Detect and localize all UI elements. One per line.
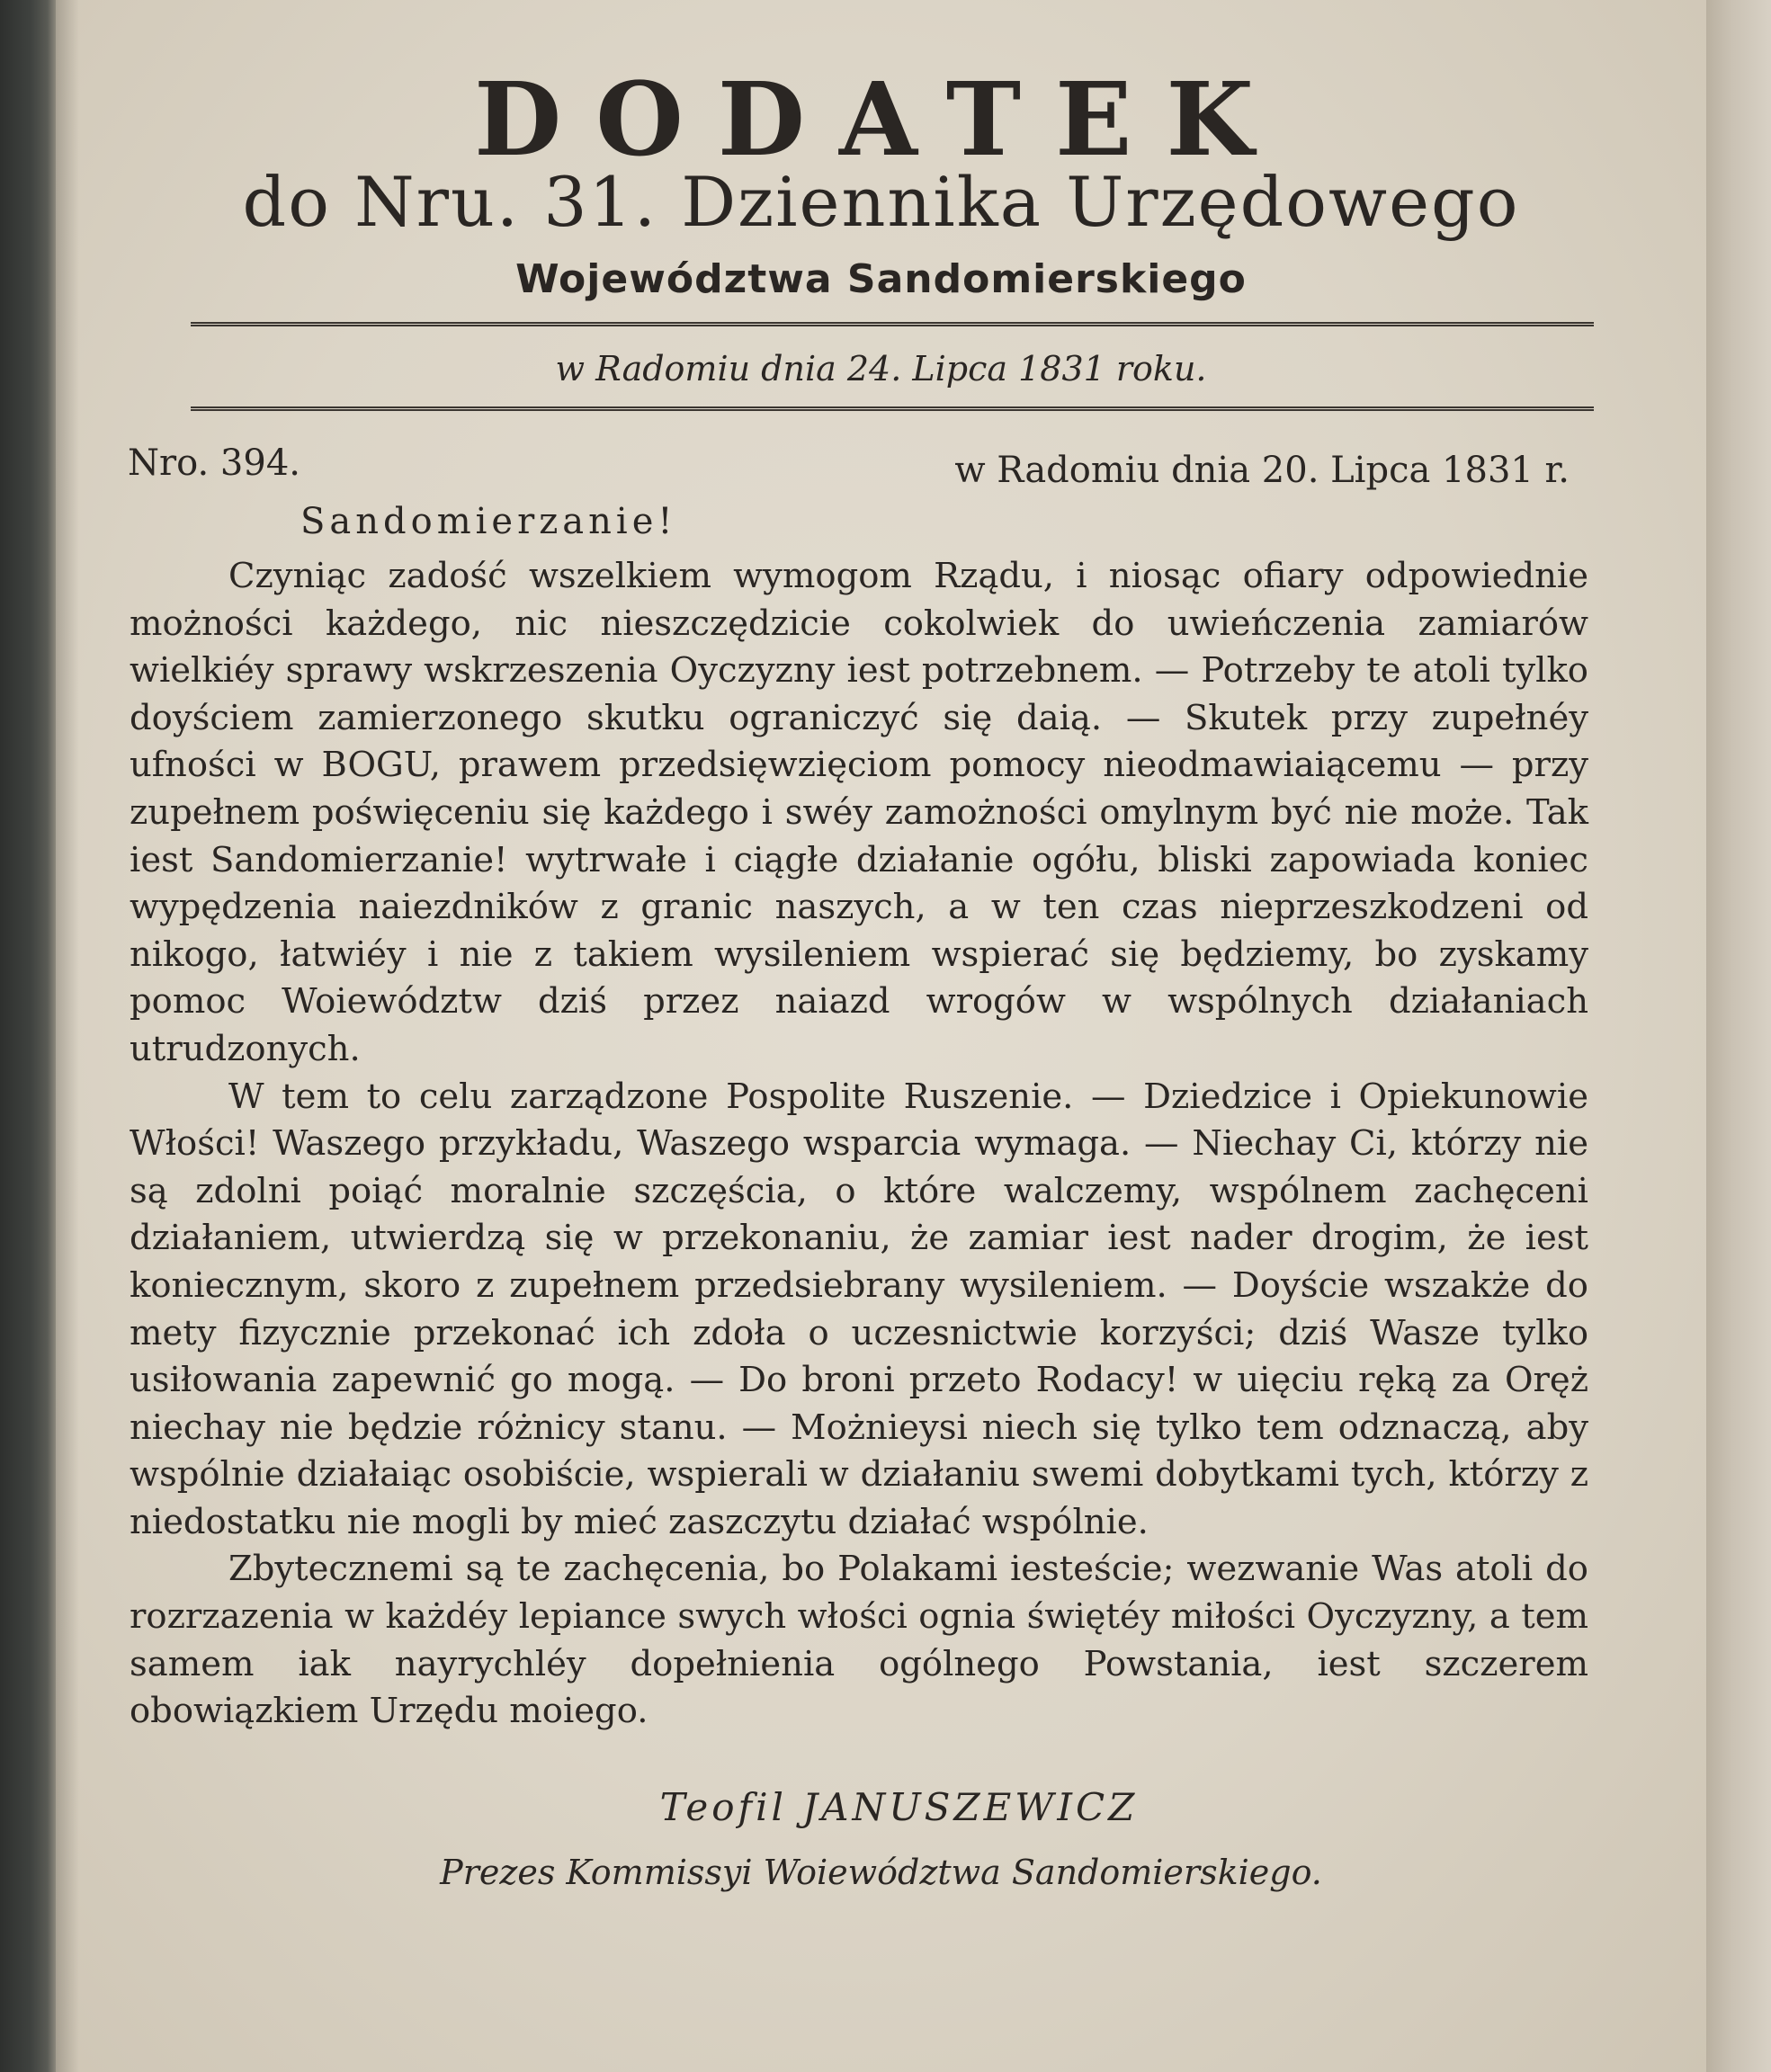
salutation: Sandomierzanie!: [300, 501, 677, 542]
book-binding: [0, 0, 56, 2072]
document-number: Nro. 394.: [128, 442, 300, 484]
document-body: [130, 553, 1588, 1736]
header-rule-top: [191, 322, 1594, 326]
document-page: [56, 0, 1706, 2072]
page-subtitle: do Nru. 31. Dziennika Urzędowego: [242, 162, 1520, 242]
page-edge: [1706, 0, 1771, 2072]
gutter-shadow: [56, 0, 79, 2072]
header-rule-bottom: [191, 406, 1594, 411]
signature-name: Teofil JANUSZEWICZ: [659, 1785, 1139, 1829]
region-name: Województwa Sandomierskiego: [515, 256, 1247, 302]
place-date: w Radomiu dnia 20. Lipca 1831 r.: [954, 450, 1570, 491]
header-dateline: w Radomiu dnia 24. Lipca 1831 roku.: [555, 349, 1207, 388]
page-title: DODATEK: [474, 61, 1288, 179]
paragraph-3: Zbytecznemi są te zachęcenia, bo Polakami iesteście; wezwanie Was atoli do rozrzazenia w każdéy lepiance swych włości ognia świętéy miłości Oyczyzny, a tem samem iak nayrychléy dopełnienia ogólnego Powstania, iest szczerem obowiązkiem Urzędu moiego.: [130, 1549, 1588, 1732]
paragraph-1: Czyniąc zadość wszelkiem wymogom Rządu, i niosąc ofiary odpowiednie możności każdego, nic nieszczędzicie cokolwiek do uwieńczenia zamiarów wielkiéy sprawy wskrzeszenia Oyczyzny iest potrzebnem. — Potrzeby te atoli tylko doyściem zamierzonego skutku ograniczyć się daią. — Skutek przy zupełnéy ufności w BOGU, prawem przedsięwzięciom pomocy nieodmawiaiącemu — przy zupełnem poświęceniu się każdego i swéy zamożności omylnym być nie może. Tak iest Sandomierzanie! wytrwałe i ciągłe działanie ogółu, bliski zapowiada koniec wypędzenia naiezdników z granic naszych, a w ten czas nieprzeszkodzeni od nikogo, łatwiéy i nie z takiem wysileniem wspierać się będziemy, bo zyskamy pomoc Woiewództw dziś przez naiazd wrogów w wspólnych działaniach utrudzonych.: [130, 556, 1588, 1069]
paragraph-2: W tem to celu zarządzone Pospolite Ruszenie. — Dziedzice i Opiekunowie Włości! Waszego przykładu, Waszego wsparcia wymaga. — Niechay Ci, którzy nie są zdolni poiąć moralnie szczęścia, o które walczemy, wspólnem zachęceni działaniem, utwierdzą się w przekonaniu, że zamiar iest nader drogim, że iest koniecznym, skoro z zupełnem przedsiebrany wysileniem. — Doyście wszakże do mety fizycznie przekonać ich zdoła o uczesnictwie korzyści; dziś Wasze tylko usiłowania zapewnić go mogą. — Do broni przeto Rodacy! w uięciu ręką za Oręż niechay nie będzie różnicy stanu. — Możnieysi niech się tylko tem odznaczą, aby wspólnie działaiąc osobiście, wspierali w działaniu swemi dobytkami tych, którzy z niedostatku nie mogli by mieć zaszczytu działać wspólnie.: [130, 1076, 1588, 1542]
signature-title: Prezes Kommissyi Woiewództwa Sandomierskiego.: [440, 1853, 1322, 1892]
